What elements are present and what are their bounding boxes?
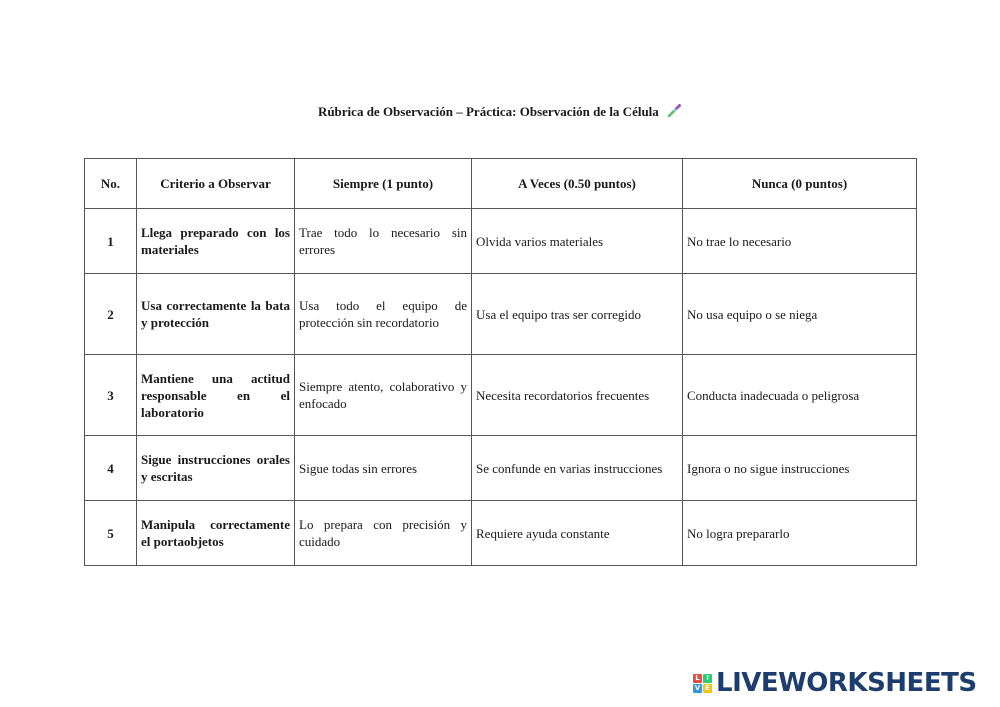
- header-siempre: Siempre (1 punto): [295, 159, 472, 209]
- siempre-cell: Lo prepara con precisión y cuidado: [295, 501, 472, 566]
- logo-mark-letter: I: [703, 674, 712, 683]
- criterion-cell: Llega preparado con los materiales: [137, 209, 295, 274]
- row-number: 5: [85, 501, 137, 566]
- a-veces-cell: Necesita recordatorios frecuentes: [472, 355, 683, 436]
- nunca-cell: Conducta inadecuada o peligrosa: [683, 355, 917, 436]
- nunca-cell: No usa equipo o se niega: [683, 274, 917, 355]
- row-number: 4: [85, 436, 137, 501]
- logo-mark-letter: L: [693, 674, 702, 683]
- a-veces-cell: Usa el equipo tras ser corregido: [472, 274, 683, 355]
- logo-mark-letter: E: [703, 684, 712, 693]
- criterion-cell: Usa correctamente la bata y protección: [137, 274, 295, 355]
- a-veces-cell: Requiere ayuda constante: [472, 501, 683, 566]
- table-row: [85, 501, 917, 566]
- table-row: [85, 274, 917, 355]
- a-veces-cell: Olvida varios materiales: [472, 209, 683, 274]
- row-number: 1: [85, 209, 137, 274]
- liveworksheets-logo-icon: [693, 674, 712, 693]
- table-row: [85, 355, 917, 436]
- siempre-cell: Trae todo lo necesario sin errores: [295, 209, 472, 274]
- header-criterio: Criterio a Observar: [137, 159, 295, 209]
- table-row: [85, 209, 917, 274]
- a-veces-cell: Se confunde en varias instrucciones: [472, 436, 683, 501]
- siempre-cell: Siempre atento, colaborativo y enfocado: [295, 355, 472, 436]
- rubric-table: [84, 158, 917, 566]
- header-a-veces: A Veces (0.50 puntos): [472, 159, 683, 209]
- table-row: [85, 436, 917, 501]
- title-text: Rúbrica de Observación – Práctica: Observación de la Célula: [317, 104, 659, 119]
- criterion-cell: Sigue instrucciones orales y escritas: [137, 436, 295, 501]
- logo-text: LIVEWORKSHEETS: [716, 668, 977, 698]
- siempre-cell: Usa todo el equipo de protección sin recordatorio: [295, 274, 472, 355]
- header-nunca: Nunca (0 puntos): [683, 159, 917, 209]
- nunca-cell: No logra prepararlo: [683, 501, 917, 566]
- row-number: 3: [85, 355, 137, 436]
- nunca-cell: No trae lo necesario: [683, 209, 917, 274]
- header-no: No.: [85, 159, 137, 209]
- siempre-cell: Sigue todas sin errores: [295, 436, 472, 501]
- criterion-cell: Manipula correctamente el portaobjetos: [137, 501, 295, 566]
- logo-mark-letter: V: [694, 683, 701, 692]
- page-title: [0, 103, 1000, 120]
- table-header-row: [85, 159, 917, 209]
- pipette-icon: [666, 103, 682, 119]
- liveworksheets-logo: [693, 669, 977, 697]
- row-number: 2: [85, 274, 137, 355]
- criterion-cell: Mantiene una actitud responsable en el laboratorio: [137, 355, 295, 436]
- nunca-cell: Ignora o no sigue instrucciones: [683, 436, 917, 501]
